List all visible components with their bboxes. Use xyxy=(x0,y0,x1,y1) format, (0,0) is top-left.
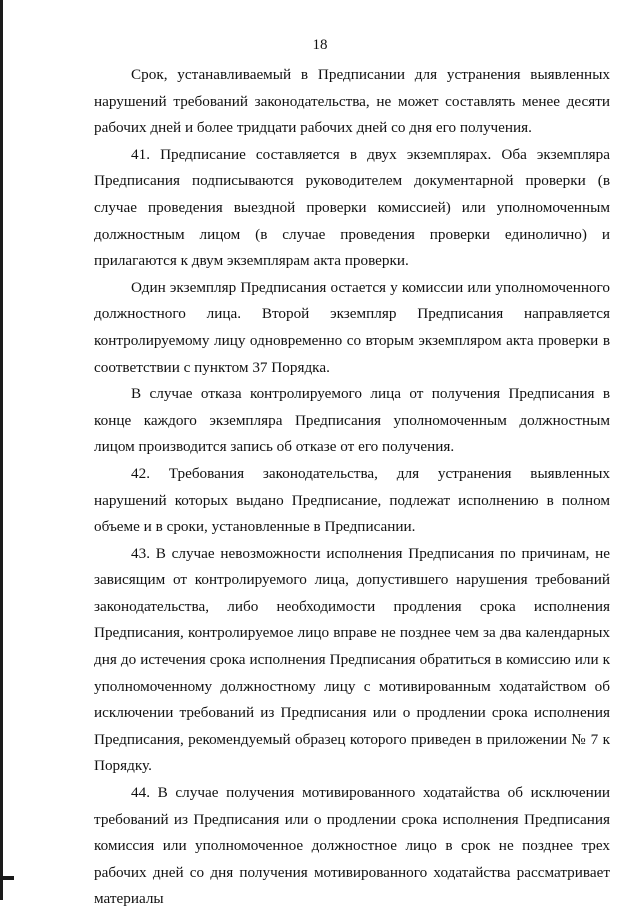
paragraph-41: 41. Предписание составляется в двух экземплярах. Оба экземпляра Предписания подписываются руководителем документарной проверки (в случае проведения выездной проверки комиссией) или уполномоченным должностным лицом (в случае проведения проверки единолично) и прилагаются к двум экземплярам акта проверки. xyxy=(94,145,610,270)
paragraph-copy-distribution: Один экземпляр Предписания остается у комиссии или уполномоченного должностного лица. Второй экземпляр Предписания направляется контролируемому лицу одновременно со вторым экземпляром акта проверки в соответствии с пунктом 37 Порядка. xyxy=(94,278,610,376)
paragraph-refusal: В случае отказа контролируемого лица от получения Предписания в конце каждого экземпляра Предписания уполномоченным должностным лицом производится запись об отказе от его получения. xyxy=(94,385,610,456)
paragraph-44: 44. В случае получения мотивированного ходатайства об исключении требований из Предписания или о продлении срока исполнения Предписания комиссия или уполномоченное должностное лицо в срок не позднее трех рабочих дней со дня получения мотивированного ходатайства рассматривает материалы xyxy=(94,784,610,908)
paragraph-42: 42. Требования законодательства, для устранения выявленных нарушений которых выдано Предписание, подлежат исполнению в полном объеме и в сроки, установленные в Предписании. xyxy=(94,464,610,536)
scan-corner-mark xyxy=(0,876,14,880)
scan-left-edge xyxy=(0,0,3,900)
paragraph-43: 43. В случае невозможности исполнения Предписания по причинам, не зависящим от контролируемого лица, допустившего нарушения требований законодательства, либо необходимости продления срока исполнения Предписания, контролируемое лицо вправе не позднее чем за два календарных дня до истечения срока исполнения Предписания обратиться в комиссию или к уполномоченному должностному лицу с мотивированным ходатайством об исключении требований из Предписания или о продлении срока исполнения Предписания, рекомендуемый образец которого приведен в приложении № 7 к Порядку. xyxy=(94,544,610,775)
page-number: 18 xyxy=(312,37,328,53)
paragraph-deadline: Срок, устанавливаемый в Предписании для устранения выявленных нарушений требований законодательства, не может составлять менее десяти рабочих дней и более тридцати рабочих дней со дня его получения. xyxy=(94,66,610,137)
document-body xyxy=(94,62,610,913)
